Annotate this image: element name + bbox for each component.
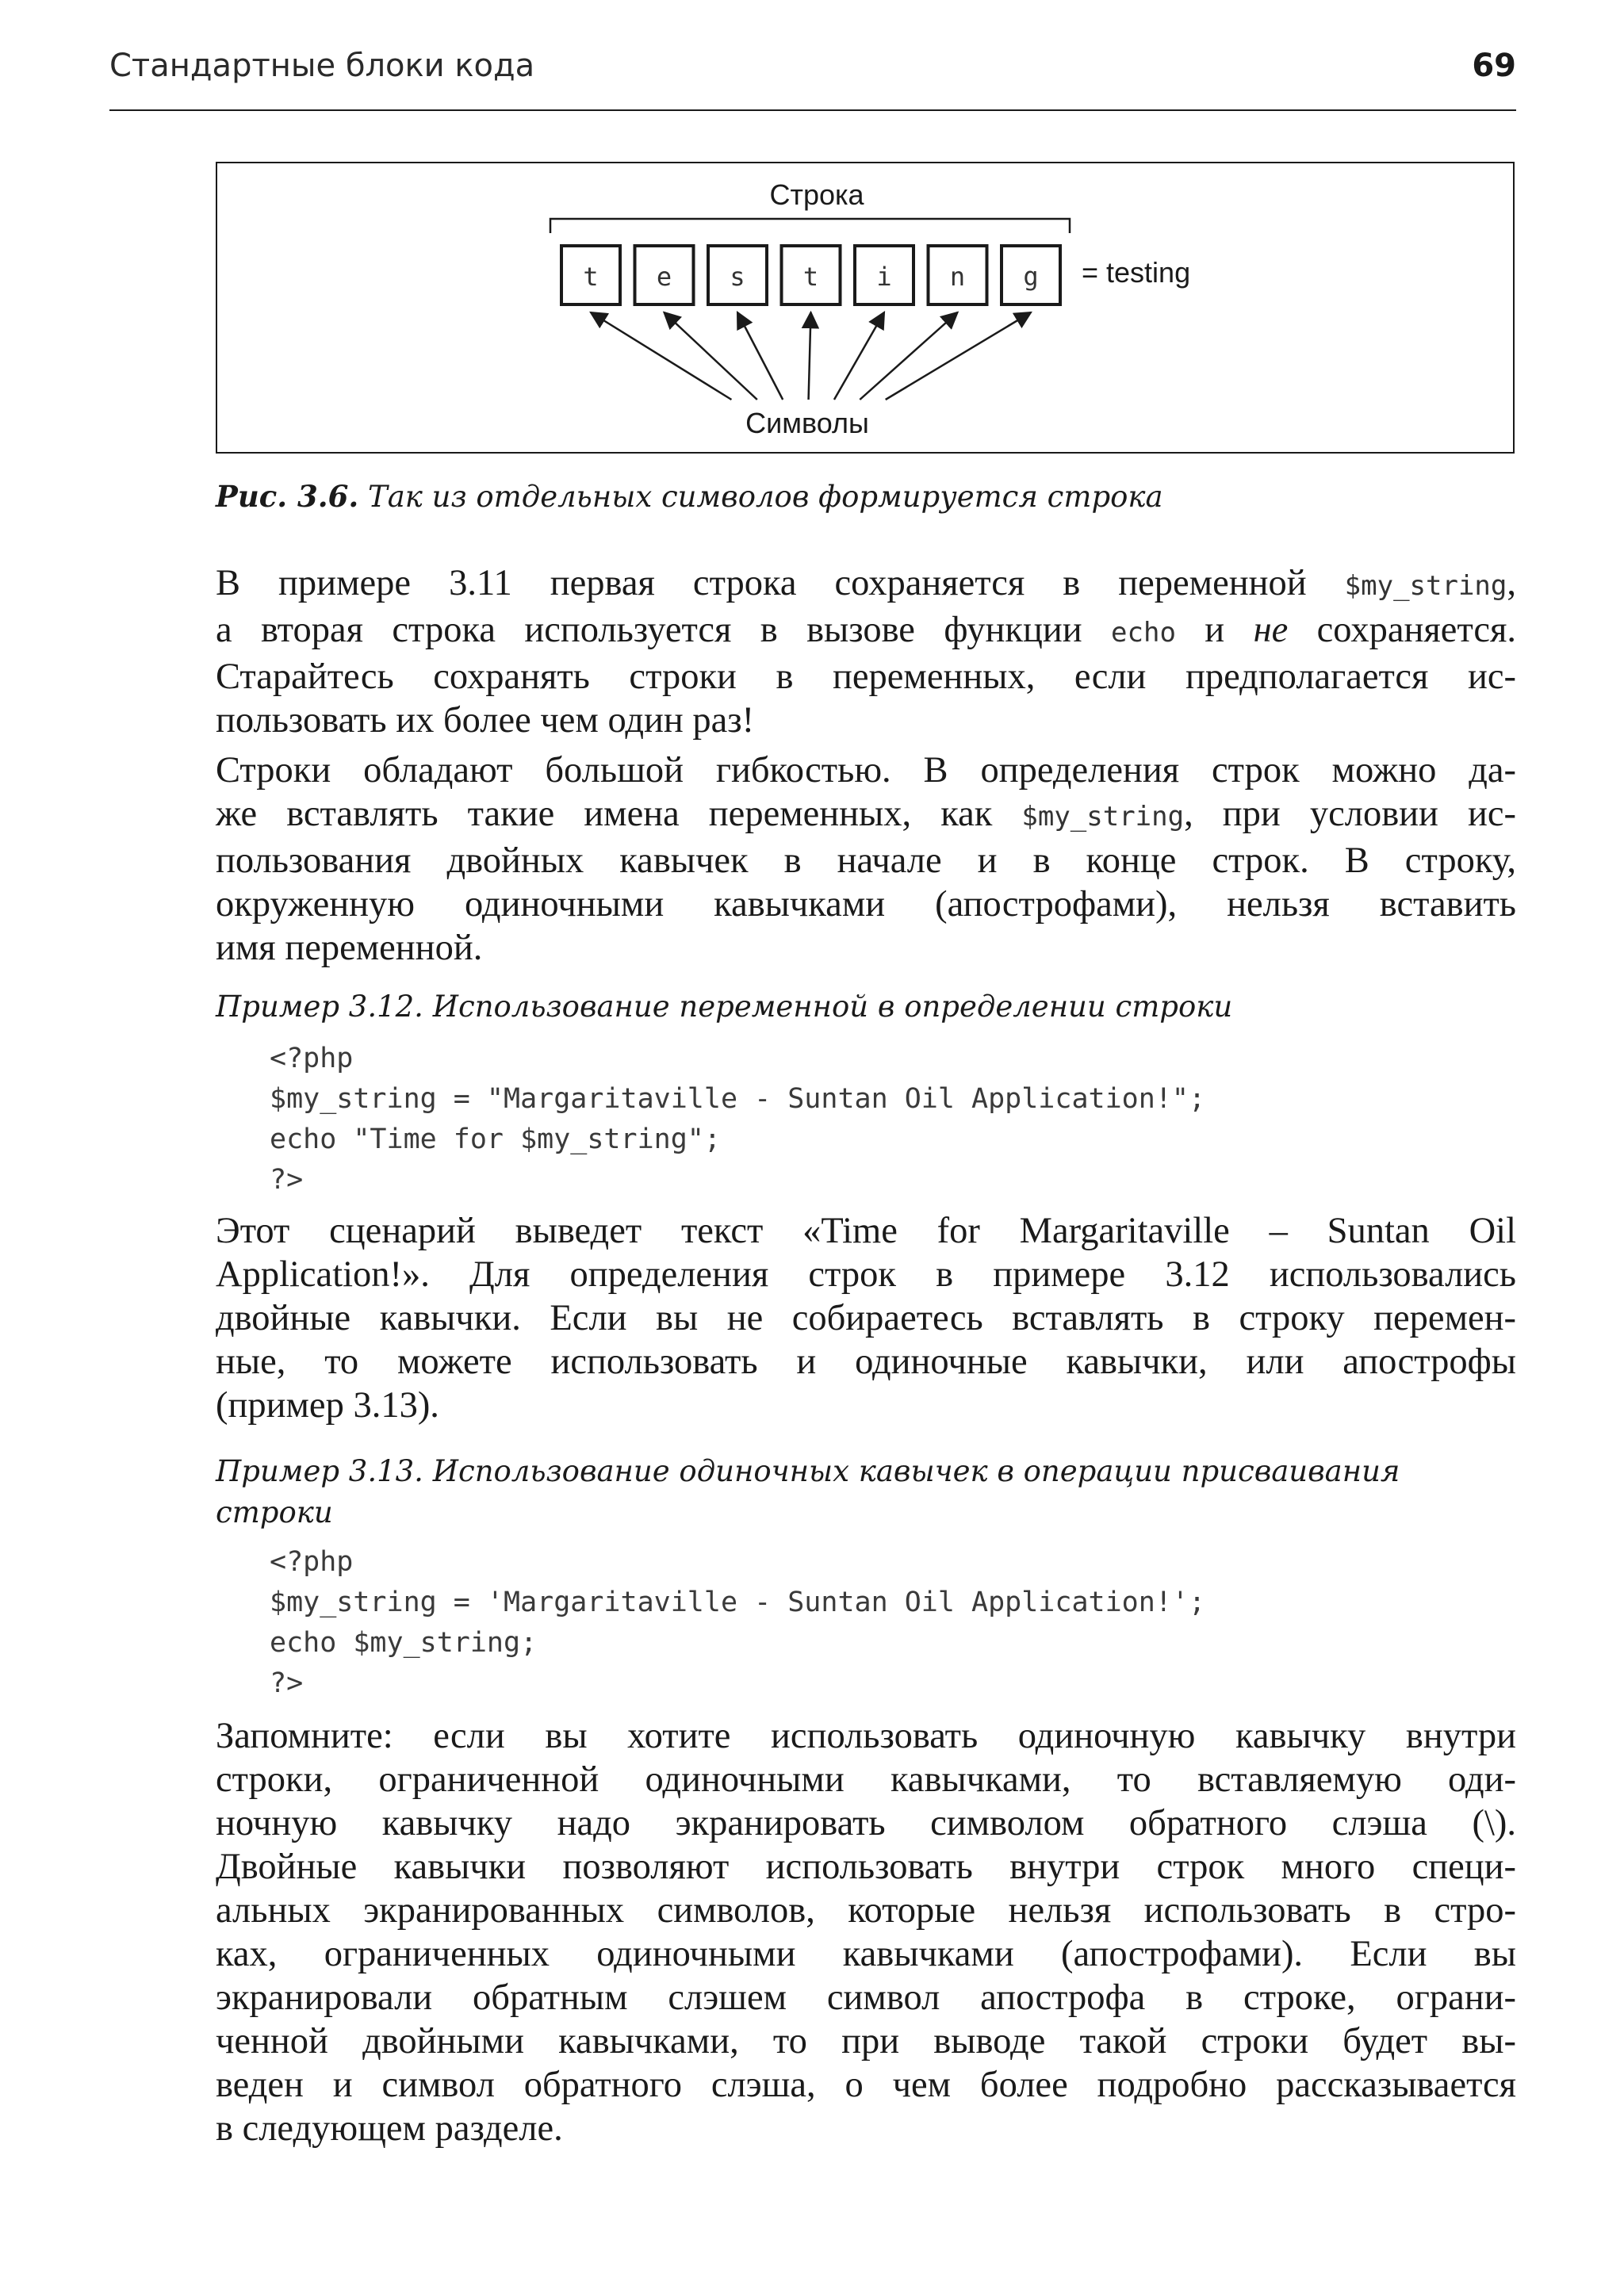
text-line: в следующем разделе.	[216, 2108, 563, 2149]
character-boxes	[561, 246, 1060, 304]
text-line: веден и символ обратного слэша, о чем более подробно рассказывается	[216, 2065, 1516, 2105]
char-label: t	[802, 262, 819, 292]
text-line: В примере 3.11 первая строка сохраняется в переменной $my_string,	[216, 563, 1516, 603]
text-line: ченной двойными кавычками, то при выводе такой строки будет вы-	[216, 2021, 1516, 2062]
symbols-label: Символы	[745, 407, 869, 439]
example-3-13-title	[216, 1451, 1400, 1533]
char-label: n	[949, 262, 966, 292]
text-line: Двойные кавычки позволяют использовать внутри строк много специ-	[216, 1847, 1516, 1887]
code-line: <?php	[270, 1043, 354, 1074]
figure-caption	[216, 479, 1163, 514]
running-header	[109, 46, 1516, 111]
text-line: строки, ограниченной одиночными кавычками, то вставляемую оди-	[216, 1759, 1516, 1800]
text-line: а вторая строка используется в вызове функции echo и не сохраняется.	[216, 610, 1516, 650]
paragraph-1	[216, 561, 1516, 742]
text-line: имя переменной.	[216, 928, 483, 968]
example-title-line: Пример 3.13. Использование одиночных кавычек в операции присваивания	[216, 1454, 1400, 1488]
char-label: s	[730, 262, 745, 292]
text-line: Строки обладают большой гибкостью. В определения строк можно да-	[216, 750, 1516, 791]
paragraph-3	[216, 1209, 1516, 1427]
text-line: окруженную одиночными кавычками (апострофами), нельзя вставить	[216, 884, 1516, 925]
page-number: 69	[1472, 48, 1516, 84]
string-label: Строка	[769, 178, 864, 211]
code-line: <?php	[270, 1546, 354, 1578]
text-line: ночную кавычку надо экранировать символом обратного слэша (\).	[216, 1803, 1516, 1843]
text-line: Этот сценарий выведет текст «Time for Margaritaville – Suntan Oil	[216, 1211, 1516, 1251]
text-line: Application!». Для определения строк в примере 3.12 использовались	[216, 1254, 1516, 1295]
inline-code: echo	[1111, 617, 1176, 649]
code-line: echo $my_string;	[270, 1627, 538, 1659]
text-line: Запомните: если вы хотите использовать одиночную кавычку внутри	[216, 1716, 1516, 1756]
paragraph-2	[216, 748, 1516, 970]
char-label: g	[1023, 262, 1039, 292]
text-line: (пример 3.13).	[216, 1385, 439, 1426]
code-line: ?>	[270, 1164, 304, 1196]
inline-code: $my_string	[1021, 801, 1185, 833]
example-title-line: строки	[216, 1495, 333, 1529]
code-block-3-13	[270, 1542, 1205, 1704]
code-block-3-12	[270, 1039, 1205, 1200]
text-line: пользования двойных кавычек в начале и в конце строк. В строку,	[216, 840, 1516, 881]
char-label: e	[656, 262, 672, 292]
text-line: экранировали обратным слэшем символ апострофа в строке, ограни-	[216, 1977, 1516, 2018]
char-label: i	[876, 262, 892, 292]
text-line: ках, ограниченных одиночными кавычками (апострофами). Если вы	[216, 1934, 1516, 1974]
chapter-title: Стандартные блоки кода	[109, 48, 535, 84]
string-diagram	[217, 163, 1516, 455]
code-line: ?>	[270, 1667, 304, 1699]
text-line: же вставлять такие имена переменных, как $my_string, при условии ис-	[216, 794, 1516, 834]
arrows	[591, 312, 1031, 400]
arrow	[834, 312, 884, 400]
emphasis: не	[1253, 610, 1289, 650]
paragraph-4	[216, 1714, 1516, 2150]
string-bracket	[550, 219, 1070, 233]
example-3-12-title: Пример 3.12. Использование переменной в определении строки	[216, 990, 1233, 1024]
text-line: пользовать их более чем один раз!	[216, 700, 755, 741]
code-line: echo "Time for $my_string";	[270, 1124, 721, 1155]
caption-label: Рис. 3.6.	[216, 479, 359, 514]
code-line: $my_string = "Margaritaville - Suntan Oil Application!";	[270, 1083, 1206, 1115]
text-line: альных экранированных символов, которые нельзя использовать в стро-	[216, 1890, 1516, 1931]
char-label: t	[583, 262, 599, 292]
arrow	[809, 312, 811, 400]
text-line: ные, то можете использовать и одиночные кавычки, или апострофы	[216, 1342, 1516, 1382]
caption-text: Так из отдельных символов формируется строка	[358, 480, 1163, 514]
inline-code: $my_string	[1344, 570, 1507, 602]
text-line: двойные кавычки. Если вы не собираетесь вставлять в строку перемен-	[216, 1298, 1516, 1338]
figure-string-diagram	[216, 162, 1515, 454]
code-line: $my_string = 'Margaritaville - Suntan Oil Application!';	[270, 1587, 1206, 1618]
text-line: Старайтесь сохранять строки в переменных, если предполагается ис-	[216, 657, 1516, 697]
equals-testing-label: = testing	[1082, 256, 1191, 289]
